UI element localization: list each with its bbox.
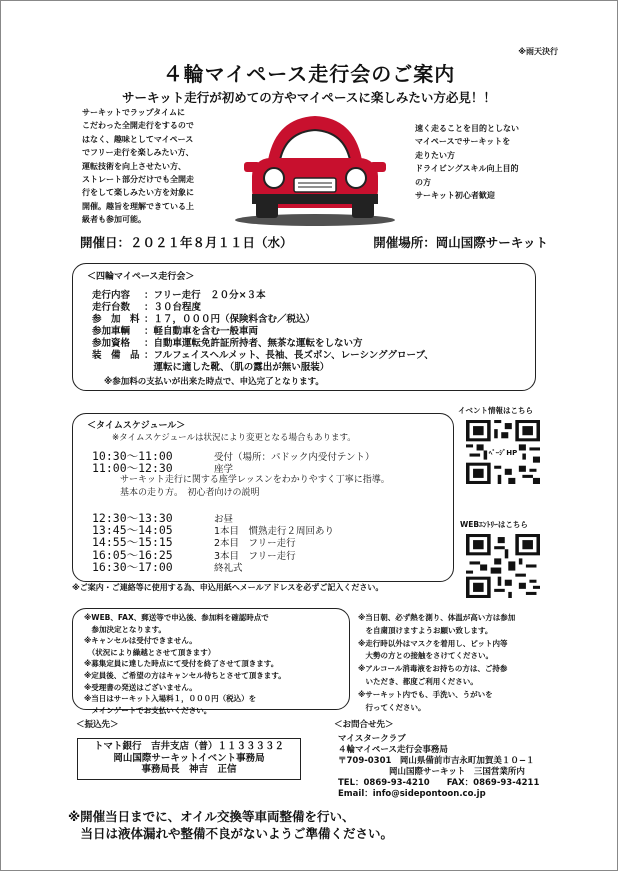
schedule-desc: 終礼式 bbox=[214, 562, 243, 574]
course-key bbox=[92, 362, 144, 374]
bank-heading: ＜振込先＞ bbox=[76, 720, 119, 730]
course-value: ：フリー走行 ２０分×３本 bbox=[144, 290, 266, 301]
contact-email[interactable]: Email：info@sidepontoon.co.jp bbox=[338, 788, 486, 799]
schedule-time: 16:30〜17:00 bbox=[92, 559, 173, 574]
intro-left-text bbox=[82, 106, 222, 227]
schedule-desc: 2本目 フリー走行 bbox=[214, 538, 296, 550]
course-key: 参 加 料 bbox=[92, 314, 140, 325]
intro-line: 速く走ることを目的としない bbox=[415, 124, 519, 133]
note-line: ※キャンセルは受付できません。 bbox=[84, 636, 197, 646]
course-row bbox=[92, 326, 434, 338]
page-title: ４輪マイペース走行会のご案内 bbox=[162, 62, 456, 86]
course-row bbox=[92, 290, 434, 302]
intro-line: サーキット初心者歓迎 bbox=[415, 191, 495, 201]
note-line: 行ってください。 bbox=[358, 702, 426, 712]
event-date: 開催日：２０２１年８月１１日（水） bbox=[80, 235, 293, 250]
schedule-time: 14:55〜15:15 bbox=[92, 535, 173, 550]
schedule-note: ※タイムスケジュールは状況により変更となる場合もあります。 bbox=[112, 433, 356, 443]
bank-line: 事務局長 神吉 正信 bbox=[141, 764, 237, 776]
course-row bbox=[92, 350, 434, 362]
schedule-list-a bbox=[92, 451, 374, 475]
schedule-time: 10:30〜11:00 bbox=[92, 449, 173, 463]
note-line: いただき、都度ご利用ください。 bbox=[358, 676, 478, 686]
maintenance-reminder bbox=[68, 808, 393, 842]
schedule-desc: お昼 bbox=[214, 514, 234, 525]
web-entry-qr-code[interactable] bbox=[466, 534, 540, 598]
note-line: ※サーキット内でも、手洗い、うがいを bbox=[358, 689, 493, 699]
schedule-time: 16:05〜16:25 bbox=[92, 547, 173, 562]
car-illustration bbox=[230, 108, 400, 230]
application-notes bbox=[84, 612, 286, 716]
email-note: ※ご案内・ご連絡等に使用する為、申込用紙へメールアドレスを必ずご記入ください。 bbox=[72, 583, 384, 592]
course-key: 参加資格 bbox=[92, 338, 131, 349]
note-line: 参加決定となります。 bbox=[84, 624, 166, 634]
note-line: ※WEB、FAX、郵送等で申込後、参加料を確認時点で bbox=[84, 613, 269, 622]
intro-line: 走りたい方 bbox=[415, 150, 455, 160]
note-line: ※当日朝、必ず熱を測り、体温が高い方は参加 bbox=[358, 613, 516, 622]
course-value: ：軽自動車を含む一般車両 bbox=[144, 326, 259, 337]
course-value: ：３０台程度 bbox=[144, 302, 202, 313]
schedule-list-b bbox=[92, 513, 334, 574]
event-qr-center-label: ﾍﾟｰｼﾞHP bbox=[488, 449, 518, 457]
contact-line: TEL：0869-93-4210 FAX：0869-93-4211 bbox=[338, 777, 540, 788]
course-title: ＜四輪マイペース走行会＞ bbox=[87, 272, 195, 282]
course-key: 走行内容 bbox=[92, 290, 131, 301]
intro-line: 開催。趣旨を理解できている上 bbox=[82, 201, 194, 211]
course-value: ：１７，０００円（保険料含む／税込） bbox=[144, 314, 316, 325]
page-subtitle: サーキット走行が初めての方やマイペースに楽しみたい方必見！！ bbox=[122, 90, 496, 105]
intro-line: こだわった全開走行をするので bbox=[82, 121, 194, 131]
intro-line: 運転技術を向上させたい方、 bbox=[82, 161, 186, 171]
course-value: ：自動車運転免許証所持者、無茶な運転をしない方 bbox=[144, 338, 363, 349]
schedule-desc: 座学 bbox=[214, 464, 234, 476]
note-line: ※当日はサーキット入場料１，０００円（税込）を bbox=[84, 694, 257, 704]
course-key: 参加車輌 bbox=[92, 326, 131, 337]
event-info bbox=[80, 233, 548, 251]
lecture-description bbox=[120, 474, 390, 500]
health-notes bbox=[358, 612, 515, 714]
course-row bbox=[92, 338, 434, 350]
intro-line: サーキットでラップタイムに bbox=[82, 108, 185, 117]
bank-line: トマト銀行 吉井支店（普）１１３３３３２ bbox=[93, 741, 284, 752]
note-line: 大勢の方との接触をさけてください。 bbox=[358, 651, 493, 661]
reminder-line: 当日は液体漏れや整備不良がないようご準備ください。 bbox=[68, 826, 394, 841]
note-line: ※受理書の発送はございません。 bbox=[84, 682, 197, 692]
schedule-desc: 1本目 慣熟走行２周回あり bbox=[214, 526, 335, 538]
schedule-desc: 3本目 フリー走行 bbox=[214, 550, 296, 562]
course-value: 運転に適した靴、（肌の露出が無い服装） bbox=[144, 362, 330, 373]
note-line: メインゲートでお支払いください。 bbox=[84, 705, 212, 715]
course-key: 装 備 品 bbox=[92, 350, 140, 361]
contact-line: 岡山国際サーキット 三国営業所内 bbox=[338, 766, 525, 777]
course-row bbox=[92, 302, 434, 314]
web-qr-label: WEBｴﾝﾄﾘｰはこちら bbox=[460, 520, 528, 529]
contact-line: マイスタークラブ bbox=[338, 734, 406, 744]
note-line: を自粛頂けますようお願い致します。 bbox=[358, 625, 493, 635]
rain-note: ※雨天決行 bbox=[518, 47, 558, 56]
course-row bbox=[92, 314, 434, 326]
intro-line: ストレート部分だけでも全開走 bbox=[82, 175, 194, 185]
bank-info-box bbox=[77, 738, 301, 780]
bank-line: 岡山国際サーキットイベント事務局 bbox=[113, 752, 265, 764]
course-note: ※参加料の支払いが出来た時点で、申込完了となります。 bbox=[104, 377, 324, 387]
reminder-line: ※開催当日までに、オイル交換等車両整備を行い、 bbox=[68, 809, 355, 824]
event-place: 開催場所：岡山国際サーキット bbox=[373, 235, 548, 250]
course-key: 走行台数 bbox=[92, 302, 131, 313]
event-qr-label: イベント情報はこちら bbox=[458, 406, 533, 415]
contact-info bbox=[338, 734, 539, 799]
schedule-item bbox=[92, 559, 334, 574]
course-value: ：フルフェイスヘルメット、長袖、長ズボン、レーシンググローブ、 bbox=[144, 350, 434, 361]
intro-line: ドライビングスキル向上目的 bbox=[415, 164, 519, 174]
intro-line: マイペースでサーキットを bbox=[415, 137, 511, 147]
note-line: ※走行時以外はマスクを着用し、ピット内等 bbox=[358, 638, 508, 648]
contact-line: 〒709-0301 岡山県備前市吉永町加賀美１０−１ bbox=[338, 755, 535, 766]
note-line: ※定員後、ご希望の方はキャンセル待ちとさせて頂きます。 bbox=[84, 670, 286, 680]
schedule-desc: 受付（場所：パドック内受付テント） bbox=[214, 452, 375, 463]
intro-right-text bbox=[415, 122, 555, 202]
course-row bbox=[92, 362, 434, 374]
intro-line: でフリー走行を楽しみたい方、 bbox=[82, 148, 194, 158]
note-line: ※募集定員に達した時点にて受付を終了させて頂きます。 bbox=[84, 659, 279, 669]
schedule-time: 13:45〜14:05 bbox=[92, 523, 173, 538]
note-line: （状況により繰越とさせて頂きます） bbox=[84, 647, 216, 657]
note-line: ※アルコール消毒液をお持ちの方は、ご持参 bbox=[358, 664, 508, 674]
intro-line: 級者も参加可能。 bbox=[82, 215, 146, 225]
intro-line: 行をして楽しみたい方を対象に bbox=[82, 188, 194, 198]
contact-line: ４輪マイペース走行会事務局 bbox=[338, 744, 448, 755]
course-details bbox=[92, 290, 434, 374]
schedule-title: ＜タイムスケジュール＞ bbox=[87, 421, 186, 431]
schedule-time: 11:00〜12:30 bbox=[92, 461, 173, 476]
schedule-time: 12:30〜13:30 bbox=[92, 511, 173, 525]
lecture-line: サーキット走行に関する座学レッスンをわかりやすく丁寧に指導。 bbox=[120, 475, 390, 485]
intro-line: の方 bbox=[415, 177, 431, 187]
contact-heading: ＜お問合せ先＞ bbox=[334, 720, 394, 730]
lecture-line: 基本の走り方。 初心者向けの説明 bbox=[120, 488, 260, 498]
intro-line: はなく、趣味としてマイペース bbox=[82, 134, 194, 144]
